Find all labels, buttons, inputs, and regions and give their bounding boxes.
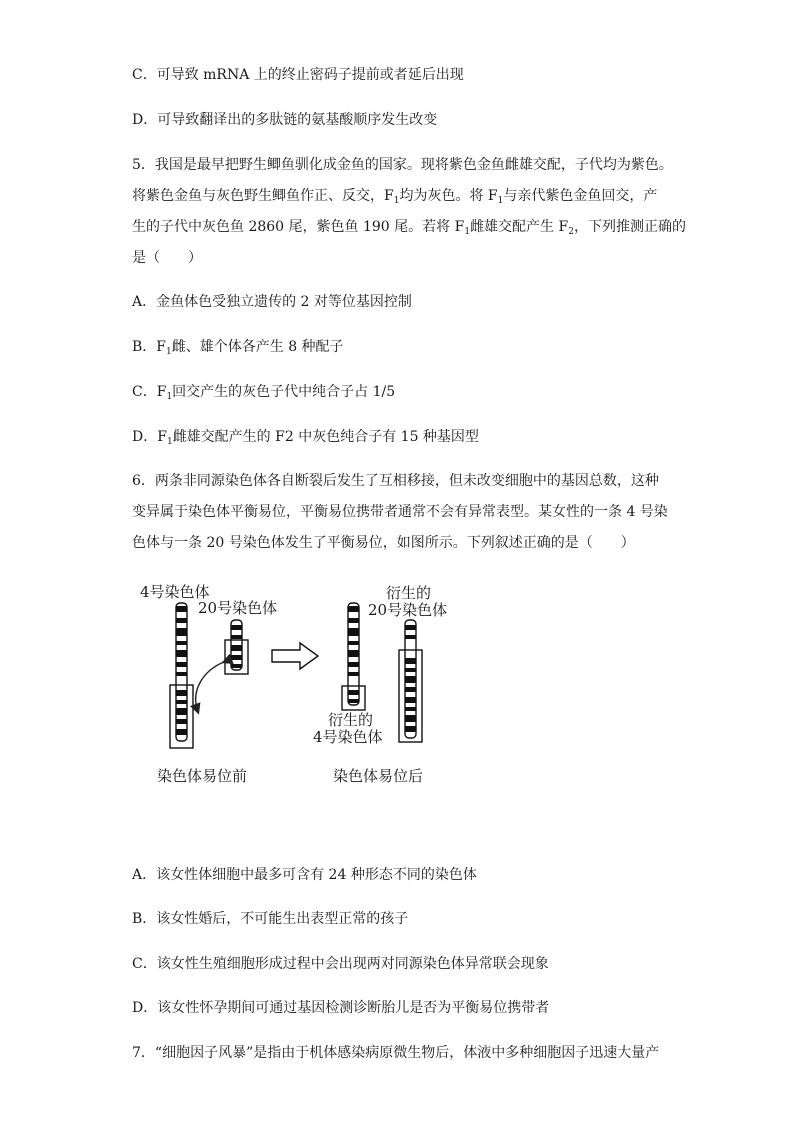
option-b-q5: B．$F_1$雌、雄个体各产生 8 种配子 — [132, 339, 344, 357]
derived-chromosome-20 — [399, 620, 422, 742]
question-5-line-3: 生的子代中灰色鱼 2860 尾，紫色鱼 190 尾。若将 $F_1$雌雄交配产生 $F_2$，下列推测正确的 — [132, 219, 686, 237]
label-derived-20-line-2: 20号染色体 — [368, 601, 448, 619]
option-d-q6: D．该女性怀孕期间可通过基因检测诊断胎儿是否为平衡易位携带者 — [132, 1000, 550, 1016]
label-chromosome-4: 4号染色体 — [140, 583, 210, 601]
question-6-line-3: 色体与一条 20 号染色体发生了平衡易位，如图所示。下列叙述正确的是（ ） — [132, 535, 635, 551]
question-6-line-2: 变异属于染色体平衡易位，平衡易位携带者通常不会有异常表型。某女性的一条 4 号染 — [132, 504, 668, 520]
question-5-line-2: 将紫色金鱼与灰色野生鲫鱼作正、反交，$F_1$均为灰色。将 $F_1$与亲代紫色金鱼回交，产 — [132, 188, 658, 206]
option-c-q5: C．$F_1$回交产生的灰色子代中纯合子占 1/5 — [132, 384, 396, 402]
derived-chromosome-4 — [342, 603, 365, 710]
question-5-line-4: 是（ ） — [132, 250, 202, 266]
question-5-line-1: 5．我国是最早把野生鲫鱼驯化成金鱼的国家。现将紫色金鱼雌雄交配，子代均为紫色。 — [132, 157, 673, 173]
caption-after: 染色体易位后 — [333, 767, 424, 785]
label-chromosome-20: 20号染色体 — [198, 599, 278, 617]
label-derived-4-line-1: 衍生的 — [328, 711, 374, 729]
exchange-arrow — [196, 662, 224, 712]
label-derived-4-line-2: 4号染色体 — [313, 728, 383, 746]
caption-before: 染色体易位前 — [157, 767, 248, 785]
option-c-q4: C．可导致 mRNA 上的终止密码子提前或者延后出现 — [132, 67, 464, 83]
option-a-q6: A．该女性体细胞中最多可含有 24 种形态不同的染色体 — [132, 867, 477, 883]
question-6-line-1: 6．两条非同源染色体各自断裂后发生了互相移接，但未改变细胞中的基因总数，这种 — [132, 473, 659, 489]
option-d-q4: D．可导致翻译出的多肽链的氨基酸顺序发生改变 — [132, 112, 438, 128]
option-a-q5: A．金鱼体色受独立遗传的 2 对等位基因控制 — [132, 294, 412, 310]
right-arrow-icon — [272, 643, 318, 669]
option-b-q6: B．该女性婚后，不可能生出表型正常的孩子 — [132, 911, 409, 927]
chromosome-4-before — [170, 603, 193, 748]
label-derived-20-line-1: 衍生的 — [386, 584, 432, 602]
question-7-line-1: 7．“细胞因子风暴”是指由于机体感染病原微生物后，体液中多种细胞因子迅速大量产 — [132, 1045, 660, 1061]
chromosome-20-before — [225, 620, 248, 674]
option-c-q6: C．该女性生殖细胞形成过程中会出现两对同源染色体异常联会现象 — [132, 956, 549, 972]
option-d-q5: D．$F_1$雌雄交配产生的 F2 中灰色纯合子有 15 种基因型 — [132, 429, 479, 447]
